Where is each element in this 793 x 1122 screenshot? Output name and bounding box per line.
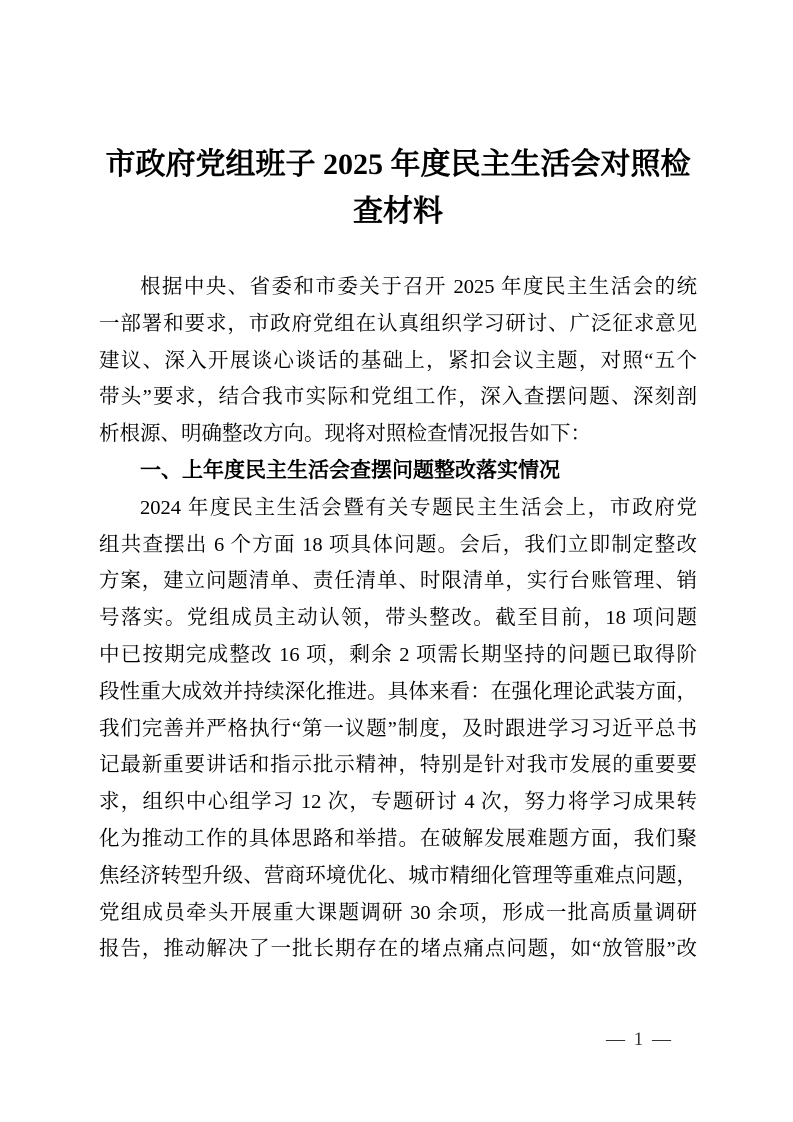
text-line: 2024 年度民主生活会暨有关专题民主生活会上，市政府党 [140, 496, 697, 519]
text-line: 求，组织中心组学习 12 次，专题研讨 4 次，努力将学习成果转 [99, 791, 697, 814]
text-line: 析根源、明确整改方向。现将对照检查情况报告如下： [99, 423, 591, 446]
text-line: 根据中央、省委和市委关于召开 2025 年度民主生活会的统 [140, 276, 697, 298]
document-title-line-1: 市政府党组班子 2025 年度民主生活会对照检 [105, 148, 691, 181]
text-line: 我们完善并严格执行“第一议题”制度，及时跟进学习习近平总书 [99, 717, 697, 740]
text-line: 建议、深入开展谈心谈话的基础上，紧扣会议主题，对照“五个 [99, 349, 697, 372]
text-line: 记最新重要讲话和指示批示精神，特别是针对我市发展的重要要 [99, 754, 697, 777]
text-line: 一部署和要求，市政府党组在认真组织学习研讨、广泛征求意见 [99, 312, 697, 335]
section-heading: 一、上年度民主生活会查摆问题整改落实情况 [140, 458, 560, 482]
text-line: 焦经济转型升级、营商环境优化、城市精细化管理等重难点问题， [99, 864, 697, 887]
text-line: 方案，建立问题清单、责任清单、时限清单，实行台账管理、销 [99, 570, 697, 593]
page-number: — 1 — [606, 1029, 673, 1050]
text-line: 化为推动工作的具体思路和举措。在破解发展难题方面，我们聚 [99, 827, 697, 850]
text-line: 带头”要求，结合我市实际和党组工作，深入查摆问题、深刻剖 [99, 386, 697, 409]
document-body [99, 269, 697, 968]
text-line: 组共查摆出 6 个方面 18 项具体问题。会后，我们立即制定整改 [99, 533, 697, 556]
text-line: 报告，推动解决了一批长期存在的堵点痛点问题，如“放管服”改 [99, 938, 697, 961]
text-line: 段性重大成效并持续深化推进。具体来看：在强化理论武装方面， [99, 680, 697, 703]
text-line: 中已按期完成整改 16 项，剩余 2 项需长期坚持的问题已取得阶 [99, 643, 697, 666]
text-line: 党组成员牵头开展重大课题调研 30 余项，形成一批高质量调研 [99, 901, 697, 924]
document-title-line-2: 查材料 [353, 195, 443, 228]
document-title [99, 141, 697, 235]
text-line: 号落实。党组成员主动认领，带头整改。截至目前，18 项问题 [99, 607, 697, 630]
